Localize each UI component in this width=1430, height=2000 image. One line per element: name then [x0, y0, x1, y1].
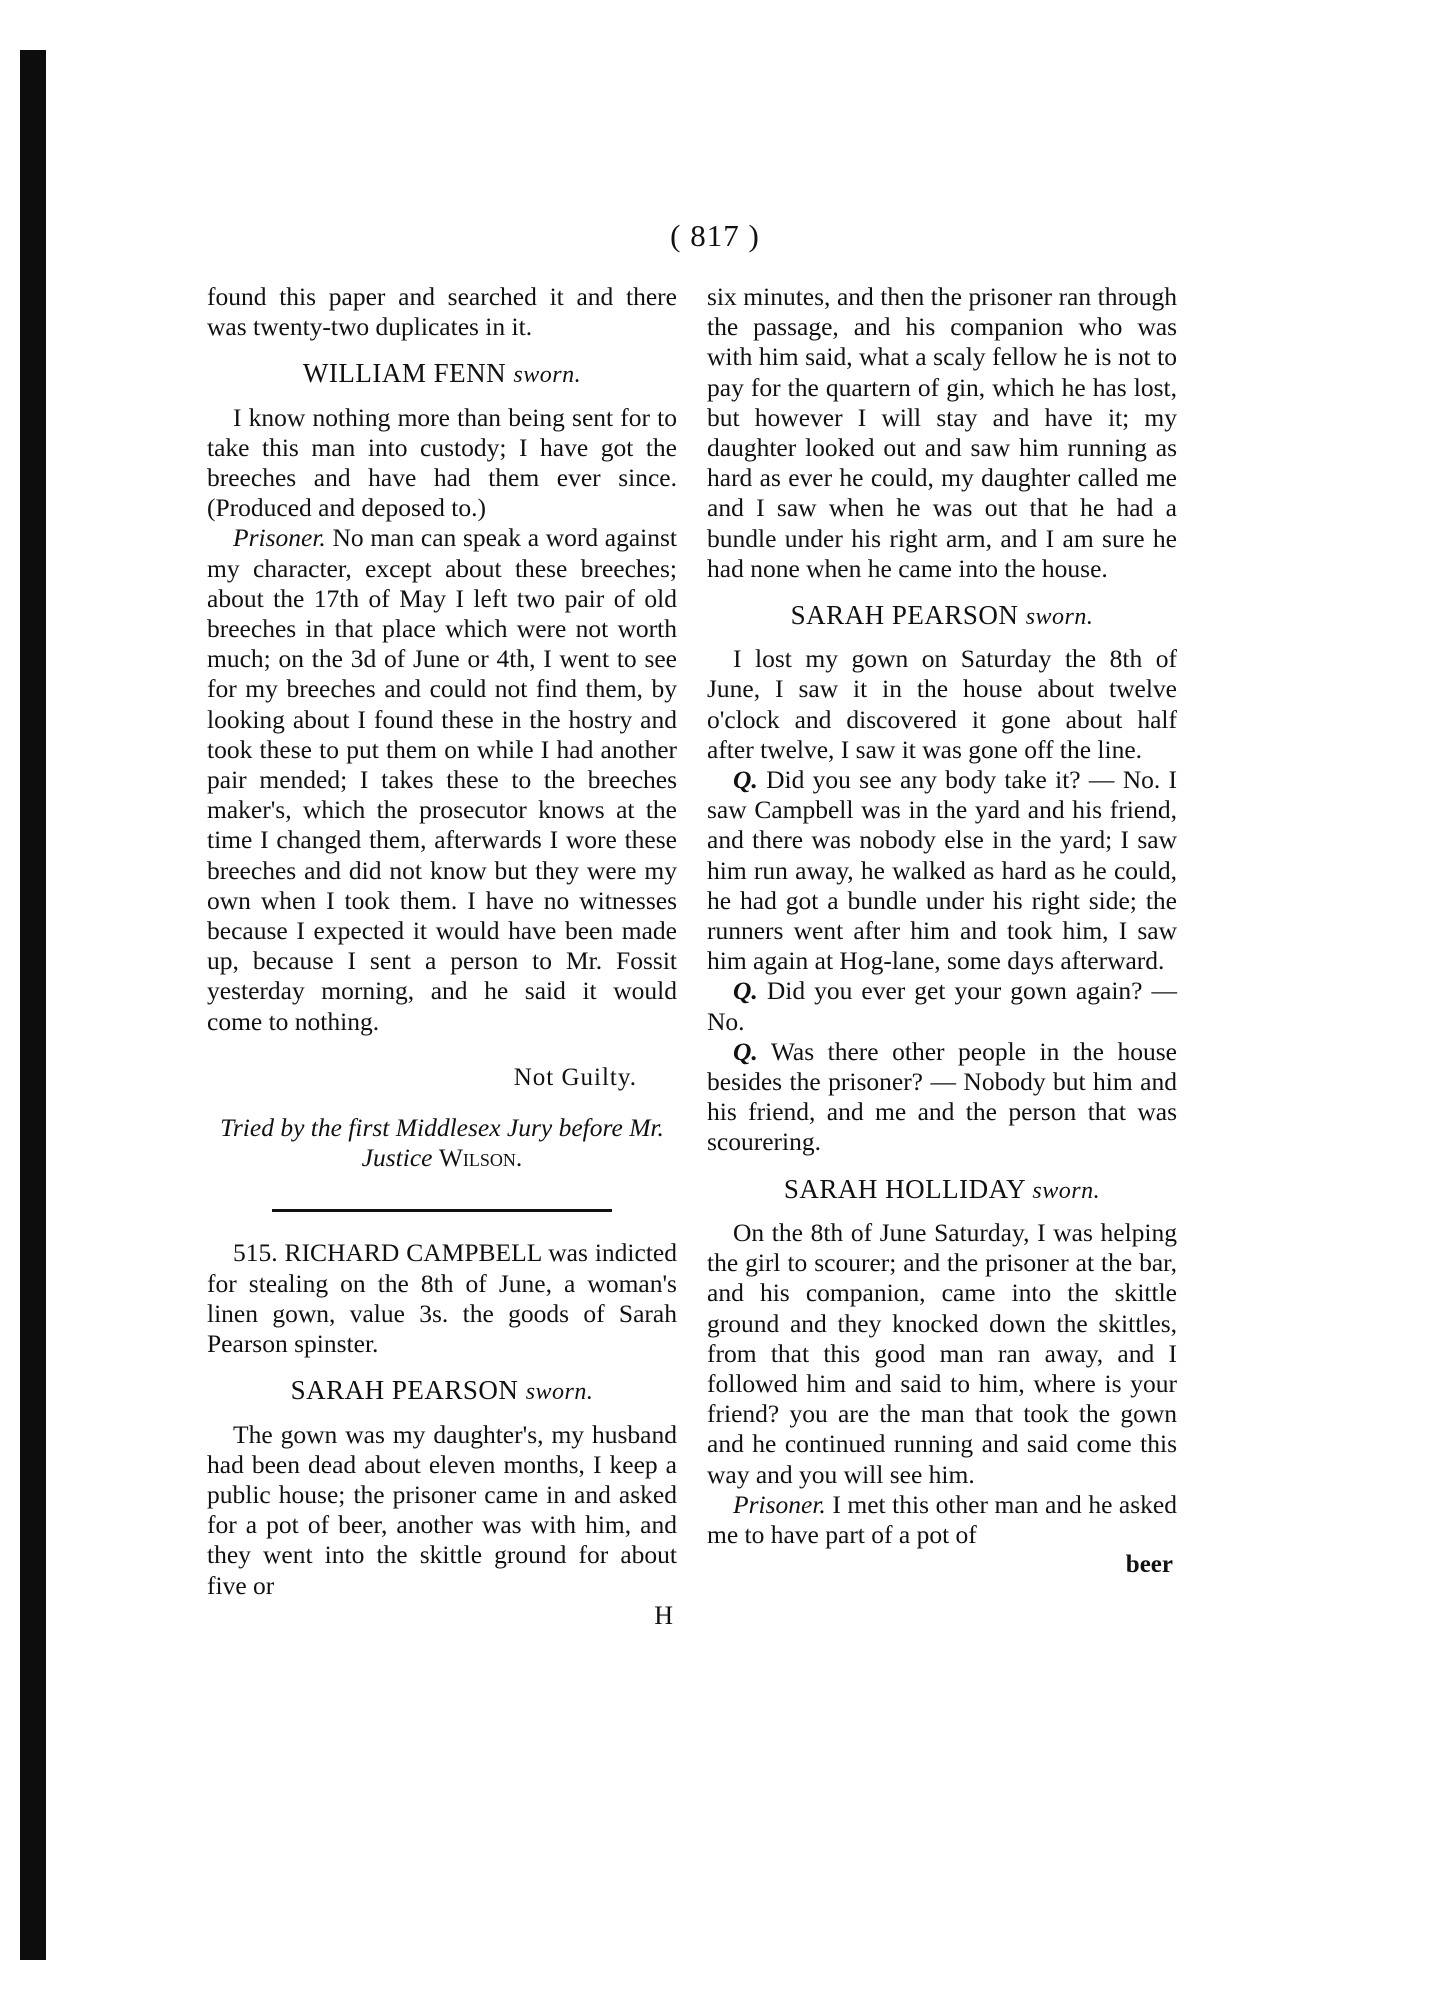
prisoner-statement: [707, 1490, 1177, 1550]
page-number: ( 817 ): [670, 218, 760, 253]
sworn-label: sworn.: [513, 362, 582, 389]
paragraph: six minutes, and then the prisoner ran through the passage, and his companion who was with him said, what a scaly fellow he is not to pay for the quartern of gin, which he has lost, but however I will stay and have it; my daughter looked out and saw him running as hard as ever he could, my daughter called me and I saw when he was out that he had a bundle under his right arm, and I am sure he had none when he came into the house.: [707, 282, 1177, 583]
witness-heading: [207, 1375, 677, 1407]
witness-name: SARAH HOLLIDAY: [783, 1173, 1026, 1204]
witness-heading: [707, 600, 1177, 632]
judge-name: Wilson.: [438, 1143, 523, 1173]
paragraph: I lost my gown on Saturday the 8th of June, I saw it in the house about twelve o'clock and discovered it gone about half after twelve, I saw it was gone off the line.: [707, 644, 1177, 764]
sworn-label: sworn.: [1032, 1177, 1101, 1204]
left-column: [207, 282, 677, 1631]
question-mark: Q.: [733, 976, 758, 1006]
question-text: Did you ever get your gown again? — No.: [707, 976, 1177, 1036]
question-mark: Q.: [733, 1036, 758, 1066]
statement-text: No man can speak a word against my character, except about these breeches; about the 17th of May I left two pair of old breeches in that place which were not worth much; on the 3d of June or 4th, I went to see for my breeches and could not find them, by looking about I found these in the hostry and took these to put them on while I had another pair mended; I takes these to the breeches maker's, which the prosecutor knows at the time I changed them, afterwards I wore these breeches and did not know but they were my own when I took them. I have no witnesses because I expected it would have been made up, because I sent a person to Mr. Fossit yesterday morning, and he said it would come to nothing.: [207, 523, 678, 1036]
verdict: Not Guilty.: [513, 1063, 637, 1091]
paragraph: found this paper and searched it and there was twenty-two duplicates in it.: [207, 282, 677, 342]
speaker-label: Prisoner.: [733, 1489, 826, 1519]
speaker-label: Prisoner.: [233, 523, 326, 553]
question-mark: Q.: [733, 765, 758, 795]
question: [707, 976, 1177, 1036]
catchword: beer: [1125, 1551, 1173, 1579]
question: [707, 765, 1177, 976]
question-text: Did you see any body take it? — No. I saw Campbell was in the yard and his friend, and there was nobody else in the yard; I saw him run away, he walked as hard as he could, he had got a bundle under his right side; the runners went after him and took him, I saw him again at Hog-lane, some days afterward.: [707, 765, 1178, 976]
sworn-label: sworn.: [1025, 604, 1094, 631]
paragraph: The gown was my daughter's, my husband had been dead about eleven months, I keep a public house; the prisoner came in and asked for a pot of beer, another was with him, and they went into the skittle ground for about five or: [207, 1419, 677, 1600]
witness-heading: [707, 1174, 1177, 1206]
statement-text: I met this other man and he asked me to have part of a pot of: [707, 1489, 1177, 1549]
witness-name: SARAH PEARSON: [790, 600, 1019, 631]
witness-name: WILLIAM FENN: [302, 358, 507, 389]
sworn-label: sworn.: [525, 1379, 594, 1406]
book-spine-shadow: [20, 50, 46, 1960]
right-column: [707, 282, 1177, 1580]
prisoner-statement: [207, 523, 677, 1036]
tried-text: Tried by the first Middlesex Jury before Mr. Justice: [220, 1113, 664, 1173]
question-text: Was there other people in the house besides the prisoner? — Nobody but him and his friend, and me and the person that was scourering.: [707, 1036, 1178, 1157]
signature-mark: H: [654, 1600, 673, 1630]
witness-name: SARAH PEARSON: [290, 1375, 519, 1406]
paragraph: I know nothing more than being sent for to take this man into custody; I have got the breeches and have had them ever since. (Produced and deposed to.): [207, 402, 677, 523]
section-divider: [272, 1209, 612, 1212]
witness-heading: [207, 358, 677, 390]
case-indictment: 515. RICHARD CAMPBELL was indicted for stealing on the 8th of June, a woman's linen gown, value 3s. the goods of Sarah Pearson spinster.: [207, 1238, 677, 1359]
question: [707, 1037, 1177, 1158]
paragraph: On the 8th of June Saturday, I was helping the girl to scourer; and the prisoner at the bar, and his companion, came into the skittle ground and they knocked down the skittles, from that this good man ran away, and I followed him and said to him, where is your friend? you are the man that took the gown and he continued running and said come this way and you will see him.: [707, 1217, 1177, 1489]
tried-before: [207, 1113, 677, 1173]
